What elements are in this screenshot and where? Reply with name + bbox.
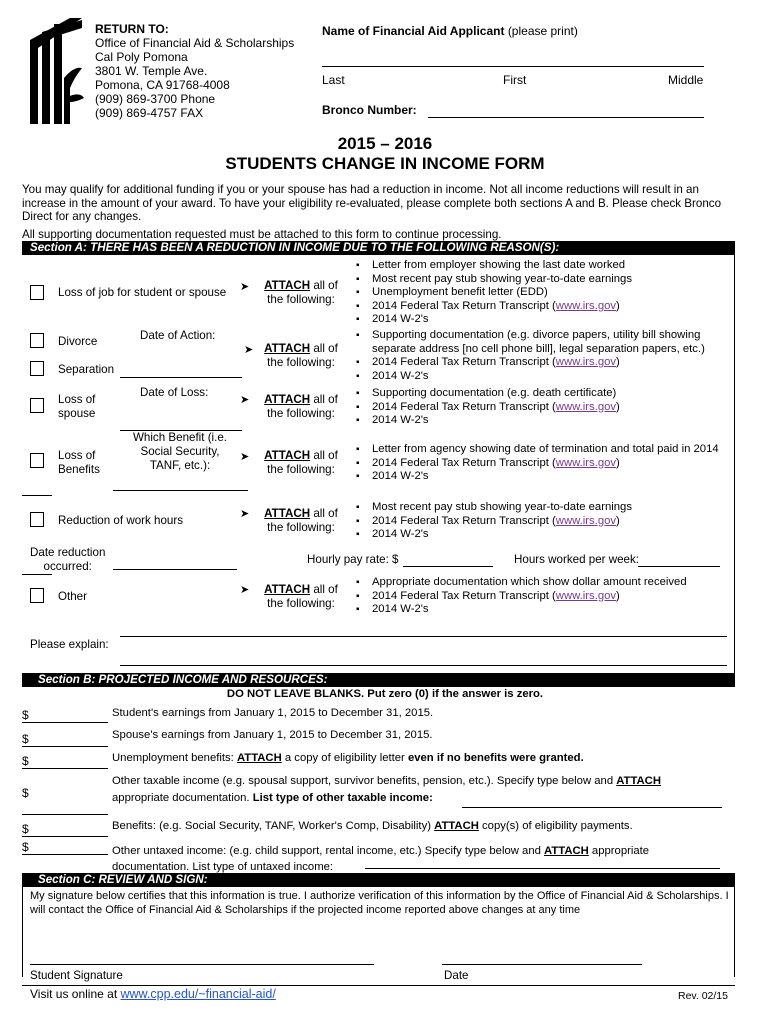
close-paren: ) [616, 356, 620, 369]
loss-spouse-line2: spouse [58, 407, 96, 420]
attach-line2: the following: [267, 463, 335, 476]
date-of-action-field[interactable] [120, 377, 242, 378]
doc-item: ▪ Supporting documentation (e.g. death certificate) [356, 387, 620, 401]
dollar-sign: $ [22, 732, 29, 746]
other-taxable-attach: ATTACH [616, 775, 661, 787]
doc-item: ▪ Appropriate documentation which show dollar amount received [356, 576, 687, 590]
loss-benefits-checkbox[interactable] [30, 453, 44, 468]
attach-instruction [258, 393, 344, 421]
date-reduction-field[interactable] [113, 569, 237, 570]
job-loss-checkbox[interactable] [30, 285, 44, 300]
irs-link[interactable]: www.irs.gov [555, 456, 617, 469]
loss-benefits-docs [356, 443, 719, 484]
cal-poly-logo-icon [30, 18, 86, 124]
website-footer [30, 987, 276, 1001]
dollar-sign: $ [22, 786, 29, 800]
irs-link[interactable]: www.irs.gov [555, 514, 617, 527]
untaxed-label [112, 843, 649, 875]
separation-label: Separation [58, 363, 115, 376]
doc-item-text: 2014 Federal Tax Return Transcript ( [372, 299, 556, 312]
date-reduction-line2: occurred: [43, 560, 92, 573]
arrow-icon: ➤ [240, 451, 250, 463]
date-field[interactable] [442, 964, 642, 965]
other-taxable-text2: appropriate documentation. [112, 792, 253, 804]
which-benefit-line1: Which Benefit (i.e. [132, 431, 228, 444]
explain-field-2[interactable] [120, 665, 727, 666]
supporting-docs-note: All supporting documentation requested must be attached to this form to continue processing. [22, 228, 502, 241]
first-name-caption: First [503, 73, 527, 87]
close-paren: ) [616, 514, 620, 527]
benefits-attach: ATTACH [434, 820, 479, 832]
date-reduction-line1: Date reduction [30, 546, 106, 559]
return-to-label: RETURN TO: [95, 22, 169, 36]
loss-spouse-label [58, 393, 95, 421]
loss-spouse-line1: Loss of [58, 393, 96, 406]
unemployment-text2: a copy of eligibility letter [281, 752, 408, 764]
close-paren: ) [616, 299, 620, 312]
attach-rest: all of [310, 507, 338, 520]
untaxed-text: Other untaxed income: (e.g. child support, rental income, etc.) Specify type below and [112, 845, 545, 857]
reduction-hours-docs [356, 501, 632, 542]
section-c-bottom-rule [22, 985, 735, 986]
no-blanks-note: DO NOT LEAVE BLANKS. Put zero (0) if the answer is zero. [226, 688, 544, 700]
applicant-name-field[interactable] [322, 66, 704, 67]
attach-instruction [258, 342, 344, 370]
dollar-sign: $ [22, 822, 29, 836]
close-paren: ) [616, 400, 620, 413]
irs-link[interactable]: www.irs.gov [555, 589, 617, 602]
please-explain-label: Please explain: [30, 638, 109, 651]
loss-benefits-label [58, 449, 100, 477]
student-signature-field[interactable] [30, 964, 374, 965]
other-label: Other [58, 590, 87, 603]
irs-link[interactable]: www.irs.gov [555, 400, 617, 413]
untaxed-field[interactable] [22, 854, 108, 855]
doc-item: ▪ Supporting documentation (e.g. divorce papers, utility bill showing [356, 329, 705, 343]
unemployment-attach: ATTACH [236, 752, 282, 764]
school-name: Cal Poly Pomona [95, 50, 188, 64]
loss-benefits-line1: Loss of [58, 449, 96, 462]
untaxed-text3: documentation. List type of untaxed income: [112, 861, 334, 873]
middle-name-caption: Middle [668, 73, 704, 87]
which-benefit-label [120, 431, 240, 473]
phone-number: (909) 869-3700 Phone [95, 92, 216, 106]
fax-number: (909) 869-4757 FAX [95, 106, 204, 120]
street-address: 3801 W. Temple Ave. [95, 64, 208, 78]
intro-text: You may qualify for additional funding if you or your spouse has had a reduction in income. Not all income reductions will result in an increase in the amount of your award. To have your eligibility re-evaluated, please complete both sections A and B. Please check Bronco Direct for any changes. [22, 183, 722, 223]
benefits-left-rule [22, 495, 52, 496]
other-taxable-label [112, 773, 672, 807]
hourly-rate-label: Hourly pay rate: $ [307, 553, 399, 566]
arrow-icon: ➤ [244, 344, 254, 356]
dollar-sign: $ [22, 708, 29, 722]
last-name-caption: Last [322, 73, 345, 87]
return-address [95, 22, 294, 120]
doc-item: ▪ Unemployment benefit letter (EDD) [356, 286, 632, 300]
attach-rest: all of [310, 449, 338, 462]
arrow-icon: ➤ [240, 281, 250, 293]
benefits-field[interactable] [22, 836, 108, 837]
other-checkbox[interactable] [30, 588, 44, 603]
loss-spouse-docs [356, 387, 620, 428]
doc-item-text: 2014 Federal Tax Return Transcript ( [372, 514, 556, 527]
loss-benefits-line2: Benefits [58, 463, 100, 476]
arrow-icon: ➤ [240, 394, 250, 406]
other-taxable-field[interactable] [22, 814, 108, 815]
doc-item [356, 457, 719, 471]
job-loss-label: Loss of job for student or spouse [58, 286, 227, 299]
doc-item: ▪ Most recent pay stub showing year-to-date earnings [356, 273, 632, 287]
visit-text: Visit us online at [30, 987, 121, 1001]
spouse-earnings-field[interactable] [22, 746, 108, 747]
close-paren: ) [616, 456, 620, 469]
attach-instruction [258, 583, 344, 611]
attach-instruction [258, 449, 344, 477]
doc-item: ▪ 2014 W-2's [356, 470, 719, 484]
attach-line2: the following: [267, 293, 335, 306]
section-b-heading: Section B: PROJECTED INCOME AND RESOURCES: [22, 673, 735, 687]
date-label: Date [444, 969, 469, 982]
attach-word: ATTACH [264, 507, 311, 520]
attach-rest: all of [310, 393, 338, 406]
doc-item: ▪ 2014 W-2's [356, 603, 687, 617]
doc-item [356, 401, 620, 415]
date-of-loss-label: Date of Loss: [140, 386, 209, 399]
reduction-hours-checkbox[interactable] [30, 512, 44, 527]
hours-week-label: Hours worked per week: [514, 553, 640, 566]
doc-item-text: 2014 Federal Tax Return Transcript ( [372, 356, 556, 369]
separation-checkbox[interactable] [30, 361, 44, 376]
divorce-docs [356, 329, 705, 383]
section-c-heading: Section C: REVIEW AND SIGN: [22, 873, 735, 887]
attach-word: ATTACH [264, 393, 311, 406]
other-taxable-text: Other taxable income (e.g. spousal support, survivor benefits, pension, etc.). Specify type below and [112, 775, 617, 787]
arrow-icon: ➤ [240, 584, 250, 596]
doc-item-text: 2014 Federal Tax Return Transcript ( [372, 456, 556, 469]
bronco-number-label: Bronco Number: [322, 103, 417, 117]
attach-line2: the following: [267, 356, 335, 369]
divorce-checkbox[interactable] [30, 333, 44, 348]
unemployment-text3: even if no benefits were granted. [407, 752, 584, 764]
doc-item: ▪ 2014 W-2's [356, 414, 620, 428]
which-benefit-field[interactable] [113, 490, 248, 491]
attach-rest: all of [310, 279, 338, 292]
dollar-sign: $ [22, 754, 29, 768]
untaxed-attach: ATTACH [544, 845, 589, 857]
doc-item: ▪ 2014 W-2's [356, 313, 632, 327]
attach-instruction [258, 507, 344, 535]
certification-text: My signature below certifies that this information is true. I authorize verification of this information by the Office of Financial Aid & Scholarships. I will contact the Office of Financial Aid & Scholarships if the projected income reported above changes at any time [30, 890, 729, 916]
doc-item: ▪ Letter from employer showing the last date worked [356, 259, 632, 273]
attach-line2: the following: [267, 407, 335, 420]
hourly-rate-field[interactable] [403, 566, 493, 567]
student-earnings-label: Student's earnings from January 1, 2015 to December 31, 2015. [112, 707, 434, 719]
attach-word: ATTACH [264, 342, 311, 355]
doc-item: ▪ 2014 W-2's [356, 370, 705, 384]
applicant-name-label [322, 24, 578, 38]
other-taxable-text3: List type of other taxable income: [252, 792, 433, 804]
attach-instruction [258, 279, 344, 307]
other-docs [356, 576, 687, 617]
reduction-hours-label: Reduction of work hours [58, 514, 184, 527]
doc-item: ▪ 2014 W-2's [356, 528, 632, 542]
dollar-sign: $ [22, 840, 29, 854]
attach-line2: the following: [267, 597, 335, 610]
office-name: Office of Financial Aid & Scholarships [95, 36, 295, 50]
job-loss-docs [356, 259, 632, 327]
divorce-label: Divorce [58, 335, 98, 348]
section-a-heading: Section A: THERE HAS BEEN A REDUCTION IN INCOME DUE TO THE FOLLOWING REASON(S): [22, 241, 735, 255]
form-title: STUDENTS CHANGE IN INCOME FORM [225, 154, 545, 173]
irs-link[interactable]: www.irs.gov [555, 356, 617, 369]
website-link[interactable]: www.cpp.edu/~financial-aid/ [120, 987, 276, 1001]
date-of-action-label: Date of Action: [140, 329, 216, 342]
unemployment-text: Unemployment benefits: [112, 752, 237, 764]
doc-item-text: 2014 Federal Tax Return Transcript ( [372, 589, 556, 602]
which-benefit-line3: TANF, etc.): [149, 459, 211, 472]
explain-field-1[interactable] [120, 636, 727, 637]
doc-item [356, 300, 632, 314]
benefits-label [112, 819, 633, 833]
form-year: 2015 – 2016 [337, 134, 433, 153]
bronco-number-field[interactable] [428, 117, 704, 118]
untaxed-text2: appropriate [588, 845, 650, 857]
attach-line2: the following: [267, 521, 335, 534]
doc-item [356, 356, 705, 370]
applicant-label-bold: Name of Financial Aid Applicant [322, 24, 505, 38]
attach-rest: all of [310, 342, 338, 355]
arrow-icon: ➤ [240, 508, 250, 520]
student-earnings-field[interactable] [22, 722, 108, 723]
doc-item-text: 2014 Federal Tax Return Transcript ( [372, 400, 556, 413]
which-benefit-line2: Social Security, [140, 445, 220, 458]
student-signature-label: Student Signature [30, 969, 123, 982]
doc-item [356, 590, 687, 604]
benefits-text2: copy(s) of eligibility payments. [478, 820, 633, 832]
attach-word: ATTACH [264, 449, 311, 462]
unemployment-field[interactable] [22, 768, 108, 769]
doc-item: ▪ Most recent pay stub showing year-to-date earnings [356, 501, 632, 515]
unemployment-label [112, 751, 584, 765]
attach-word: ATTACH [264, 583, 311, 596]
benefits-text: Benefits: (e.g. Social Security, TANF, Worker's Comp, Disability) [112, 820, 435, 832]
close-paren: ) [616, 589, 620, 602]
irs-link[interactable]: www.irs.gov [555, 299, 617, 312]
spouse-earnings-label: Spouse's earnings from January 1, 2015 to December 31, 2015. [112, 729, 433, 741]
revision-label: Rev. 02/15 [677, 990, 728, 1002]
applicant-label-note: (please print) [507, 24, 578, 38]
doc-item [356, 515, 632, 529]
section-a-right-border [734, 255, 735, 675]
reduction-left-rule [22, 574, 52, 575]
doc-item: ▪ Letter from agency showing date of termination and total paid in 2014 [356, 443, 719, 457]
city-address: Pomona, CA 91768-4008 [95, 78, 230, 92]
attach-rest: all of [310, 583, 338, 596]
loss-spouse-checkbox[interactable] [30, 398, 44, 413]
hours-week-field[interactable] [638, 566, 720, 567]
other-taxable-type-field[interactable] [462, 807, 722, 808]
untaxed-type-field[interactable] [365, 868, 720, 869]
doc-item-continued: separate address [no cell phone bill], legal separation papers, etc.) [372, 342, 705, 355]
attach-word: ATTACH [264, 279, 311, 292]
date-reduction-label [30, 546, 105, 574]
